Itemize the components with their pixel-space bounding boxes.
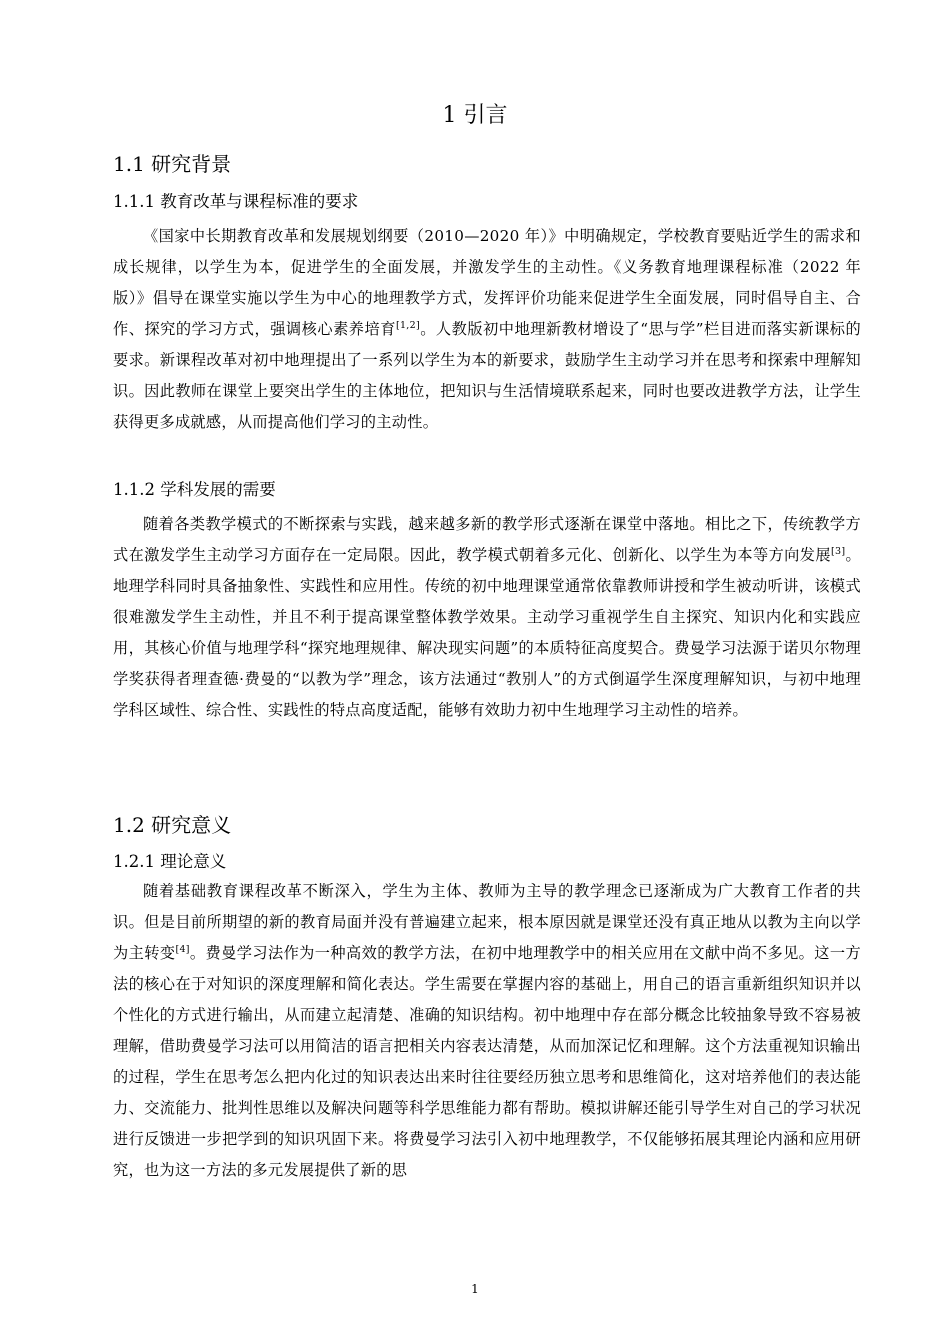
paragraph-text: 《国家中长期教育改革和发展规划纲要（2010—2020 年）》中明确规定，学校教育要贴近学生的需求和成长规律，以学生为本，促进学生的全面发展，并激发学生的主动性。《义务教育地理课程标准（2022 年版）》倡导在课堂实施以学生为中心的地理教学方式，发挥评价功能来促进学生全面发展，同时倡导自主、合作、探究的学习方式，强调核心素养培育 — [113, 227, 861, 338]
subsection-heading-education-reform: 1.1.1 教育改革与课程标准的要求 — [113, 192, 359, 211]
subsection-heading-discipline-development: 1.1.2 学科发展的需要 — [113, 480, 276, 499]
body-paragraph — [113, 221, 861, 438]
paragraph-text: 随着基础教育课程改革不断深入，学生为主体、教师为主导的教学理念已逐渐成为广大教育工作者的共识。但是目前所期望的新的教育局面并没有普遍建立起来，根本原因就是课堂还没有真正地从以教为主向以学为主转变 — [113, 882, 861, 962]
body-paragraph — [113, 876, 861, 1186]
page-number: 1 — [471, 1282, 479, 1296]
citation-marker: [4] — [175, 943, 190, 955]
paragraph-text: 随着各类教学模式的不断探索与实践，越来越多新的教学形式逐渐在课堂中落地。相比之下，传统教学方式在激发学生主动学习方面存在一定局限。因此，教学模式朝着多元化、创新化、以学生为本等方向发展 — [113, 515, 861, 564]
paragraph-text: 。地理学科同时具备抽象性、实践性和应用性。传统的初中地理课堂通常依靠教师讲授和学生被动听讲，该模式很难激发学生主动性，并且不利于提高课堂整体教学效果。主动学习重视学生自主探究、知识内化和实践应用，其核心价值与地理学科“探究地理规律、解决现实问题”的本质特征高度契合。费曼学习法源于诺贝尔物理学奖获得者理查德·费曼的“以教为学”理念，该方法通过“教别人”的方式倒逼学生深度理解知识，与初中地理学科区域性、综合性、实践性的特点高度适配，能够有效助力初中生地理学习主动性的培养。 — [113, 546, 861, 719]
paragraph-text: 。人教版初中地理新教材增设了“思与学”栏目进而落实新课标的要求。新课程改革对初中地理提出了一系列以学生为本的新要求，鼓励学生主动学习并在思考和探索中理解知识。因此教师在课堂上要突出学生的主体地位，把知识与生活情境联系起来，同时也要改进教学方法，让学生获得更多成就感，从而提高他们学习的主动性。 — [113, 320, 861, 431]
section-heading-research-background: 1.1 研究背景 — [113, 152, 232, 176]
chapter-title: 1 引言 — [442, 103, 508, 128]
section-heading-research-significance: 1.2 研究意义 — [113, 813, 232, 837]
citation-marker: [3] — [831, 545, 846, 557]
body-paragraph — [113, 509, 861, 726]
paragraph-text: 。费曼学习法作为一种高效的教学方法，在初中地理教学中的相关应用在文献中尚不多见。这一方法的核心在于对知识的深度理解和简化表达。学生需要在掌握内容的基础上，用自己的语言重新组织知识并以个性化的方式进行输出，从而建立起清楚、准确的知识结构。初中地理中存在部分概念比较抽象导致不容易被理解，借助费曼学习法可以用简洁的语言把相关内容表达清楚，从而加深记忆和理解。这个方法重视知识输出的过程，学生在思考怎么把内化过的知识表达出来时往往要经历独立思考和思维简化，这对培养他们的表达能力、交流能力、批判性思维以及解决问题等科学思维能力都有帮助。模拟讲解还能引导学生对自己的学习状况进行反馈进一步把学到的知识巩固下来。将费曼学习法引入初中地理教学，不仅能够拓展其理论内涵和应用研究，也为这一方法的多元发展提供了新的思 — [113, 944, 861, 1179]
subsection-heading-theoretical-significance: 1.2.1 理论意义 — [113, 852, 227, 871]
citation-marker: [1,2] — [395, 319, 420, 331]
